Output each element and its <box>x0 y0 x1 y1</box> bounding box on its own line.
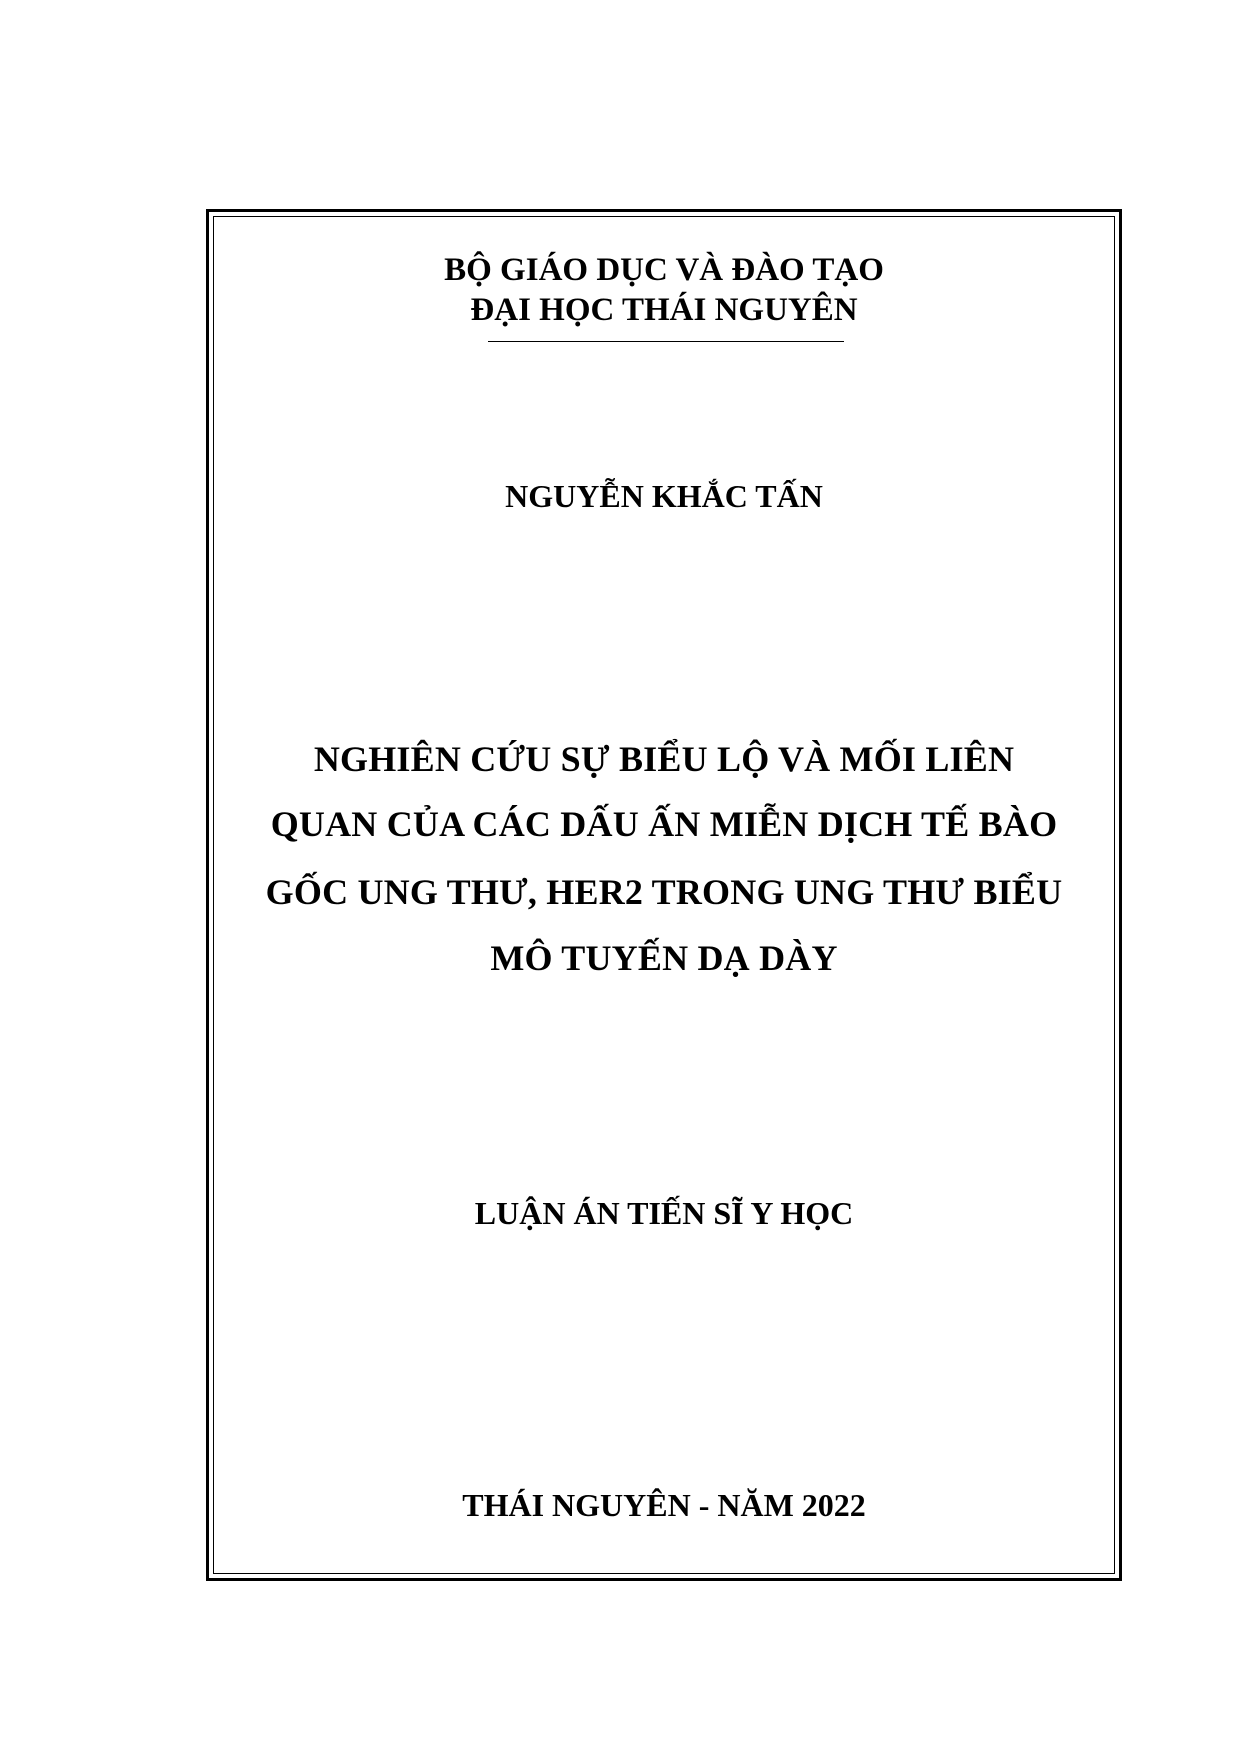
thesis-title-line-3: GỐC UNG THƯ, HER2 TRONG UNG THƯ BIỂU <box>265 872 1063 912</box>
thesis-title-line-4: MÔ TUYẾN DẠ DÀY <box>490 938 838 978</box>
university-heading: ĐẠI HỌC THÁI NGUYÊN <box>470 292 858 328</box>
header-divider <box>488 341 844 342</box>
thesis-title-line-1: NGHIÊN CỨU SỰ BIỂU LỘ VÀ MỐI LIÊN <box>313 739 1015 779</box>
place-year: THÁI NGUYÊN - NĂM 2022 <box>462 1487 866 1523</box>
ministry-heading: BỘ GIÁO DỤC VÀ ĐÀO TẠO <box>444 252 884 288</box>
author-name: NGUYỄN KHẮC TẤN <box>505 478 823 514</box>
thesis-title-line-2: QUAN CỦA CÁC DẤU ẤN MIỄN DỊCH TẾ BÀO <box>270 804 1058 844</box>
degree-label: LUẬN ÁN TIẾN SĨ Y HỌC <box>474 1195 854 1231</box>
